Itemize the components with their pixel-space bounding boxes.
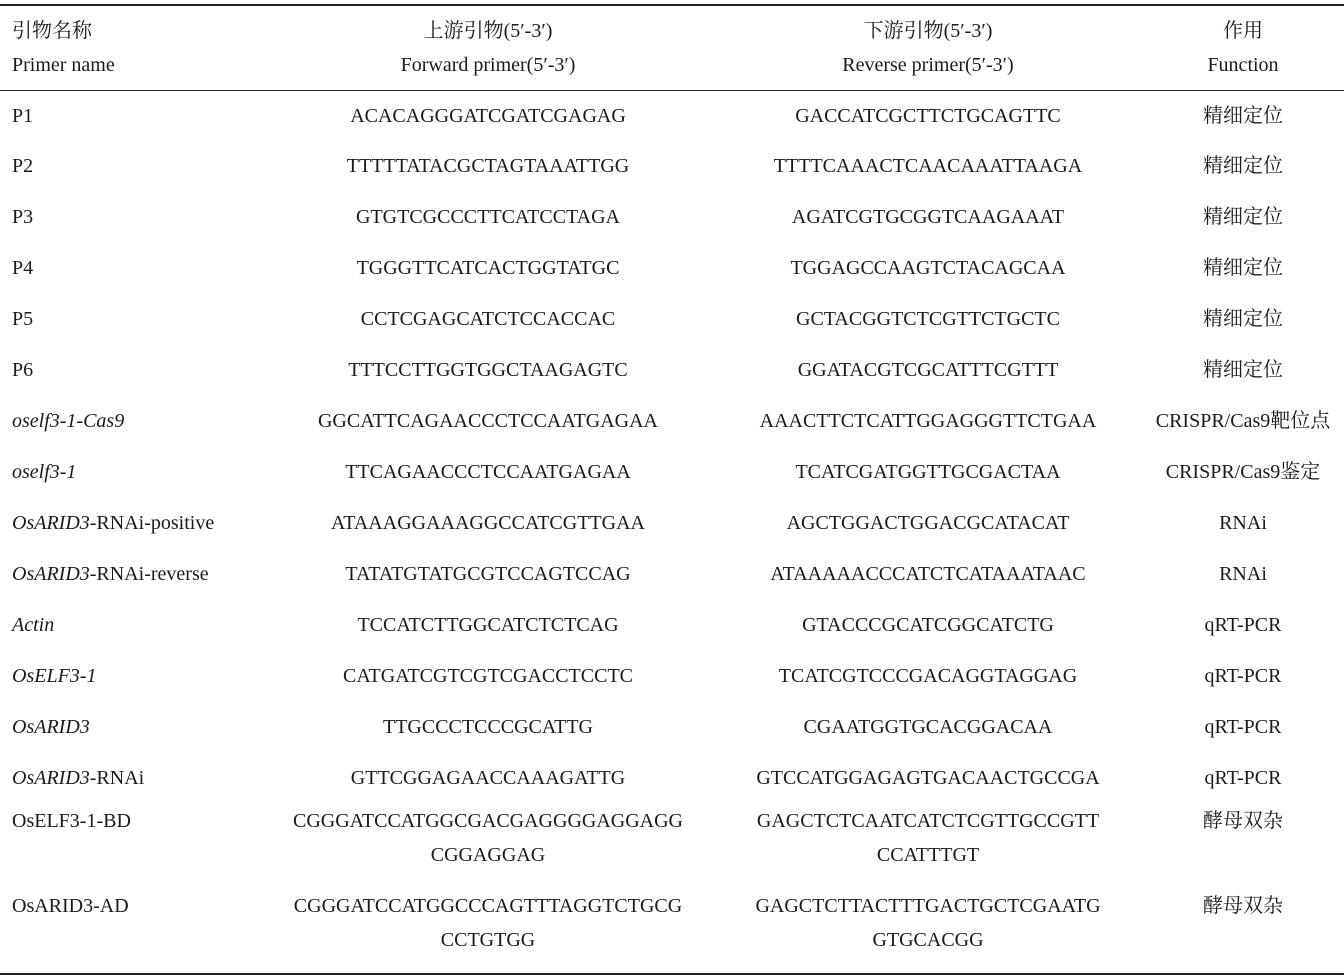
table-row [0, 447, 1344, 498]
forward-primer-seq-line1: TTCAGAACCCTCCAATGAGAA [345, 461, 631, 483]
reverse-primer-cell [714, 753, 1142, 804]
reverse-primer-cell [714, 447, 1142, 498]
forward-primer-cell [262, 702, 714, 753]
forward-primer-cell [262, 753, 714, 804]
reverse-primer-seq-line1: TTTTCAAACTCAACAAATTAAGA [773, 155, 1083, 177]
forward-primer-seq-line1: TCCATCTTGGCATCTCTCAG [357, 614, 619, 636]
reverse-primer-cell [714, 889, 1142, 974]
table-body [0, 90, 1344, 974]
primer-name-italic: OsARID3 [12, 563, 90, 585]
header-primer-name [0, 5, 262, 90]
primer-name-cell [0, 141, 262, 192]
primer-name-cell [0, 549, 262, 600]
primer-name-text: P5 [12, 308, 34, 330]
reverse-primer-cell [714, 651, 1142, 702]
forward-primer-seq-line1: CATGATCGTCGTCGACCTCCTC [342, 665, 634, 687]
reverse-primer-cell [714, 243, 1142, 294]
function-cell: CRISPR/Cas9鉴定 [1165, 461, 1321, 483]
table-header [0, 5, 1344, 90]
reverse-primer-cell [714, 141, 1142, 192]
forward-primer-cell [262, 90, 714, 141]
primer-name-cell [0, 804, 262, 889]
forward-primer-cell [262, 447, 714, 498]
primer-name-cell [0, 600, 262, 651]
function-cell: qRT-PCR [1204, 614, 1282, 636]
reverse-primer-seq-line1: GAGCTCTCAATCATCTCGTTGCCGTT [756, 810, 1100, 832]
table-row [0, 345, 1344, 396]
primer-name-cell [0, 294, 262, 345]
primer-name-cell [0, 345, 262, 396]
primer-name-cell [0, 90, 262, 141]
header-reverse-primer [714, 5, 1142, 90]
table-row [0, 294, 1344, 345]
reverse-primer-cell [714, 294, 1142, 345]
reverse-primer-seq-line1: AAACTTCTCATTGGAGGGTTCTGAA [759, 410, 1097, 432]
reverse-primer-cell [714, 345, 1142, 396]
header-reverse-primer-en: Reverse primer(5′-3′) [842, 53, 1014, 76]
primer-name-text: P1 [12, 104, 34, 127]
forward-primer-seq-line1: CCTCGAGCATCTCCACCAC [360, 308, 616, 330]
primer-name-cell [0, 396, 262, 447]
forward-primer-cell [262, 804, 714, 889]
reverse-primer-seq-line1: GTACCCGCATCGGCATCTG [802, 614, 1054, 636]
primer-name-text: P4 [12, 257, 34, 279]
primer-name-cell [0, 702, 262, 753]
primer-name-cell [0, 192, 262, 243]
forward-primer-cell [262, 600, 714, 651]
header-forward-primer [262, 5, 714, 90]
forward-primer-seq-line1: TTTCCTTGGTGGCTAAGAGTC [348, 359, 628, 381]
primer-name-cell [0, 447, 262, 498]
table-row [0, 804, 1344, 889]
forward-primer-seq-line1: CGGGATCCATGGCCCAGTTTAGGTCTGCG [293, 895, 683, 917]
header-primer-name-zh: 引物名称 [12, 19, 92, 42]
table-row [0, 702, 1344, 753]
forward-primer-seq-line1: ACACAGGGATCGATCGAGAG [350, 104, 626, 127]
forward-primer-cell [262, 141, 714, 192]
header-function-zh: 作用 [1223, 19, 1263, 42]
reverse-primer-seq-line2: GTGCACGG [872, 929, 984, 951]
reverse-primer-cell [714, 396, 1142, 447]
reverse-primer-cell [714, 498, 1142, 549]
primer-name-text: P3 [12, 206, 34, 228]
reverse-primer-seq-line1: TCATCGTCCCGACAGGTAGGAG [778, 665, 1078, 687]
primer-name-cell [0, 243, 262, 294]
forward-primer-seq-line1: GGCATTCAGAACCCTCCAATGAGAA [317, 410, 659, 432]
function-cell: 精细定位 [1203, 206, 1283, 228]
function-cell: 精细定位 [1203, 308, 1283, 330]
table-row [0, 243, 1344, 294]
forward-primer-seq-line1: CGGGATCCATGGCGACGAGGGGAGGAGG [292, 810, 683, 832]
reverse-primer-seq-line1: AGCTGGACTGGACGCATACAT [786, 512, 1070, 534]
primer-name-cell [0, 651, 262, 702]
primer-name-text: -RNAi-positive [89, 512, 215, 534]
table-row [0, 192, 1344, 243]
header-function [1142, 5, 1344, 90]
reverse-primer-seq-line1: AGATCGTGCGGTCAAGAAAT [791, 206, 1065, 228]
reverse-primer-cell [714, 90, 1142, 141]
primer-name-text: P6 [12, 359, 34, 381]
function-cell: 酵母双杂 [1203, 810, 1283, 832]
table-row [0, 889, 1344, 974]
reverse-primer-seq-line1: TCATCGATGGTTGCGACTAA [795, 461, 1061, 483]
forward-primer-seq-line2: CCTGTGG [440, 929, 536, 951]
primer-name-text: OsELF3-1-BD [12, 810, 131, 832]
header-function-en: Function [1207, 53, 1279, 76]
reverse-primer-seq-line1: GGATACGTCGCATTTCGTTT [797, 359, 1059, 381]
reverse-primer-cell [714, 600, 1142, 651]
primer-name-text: OsARID3-AD [12, 895, 129, 917]
function-cell: qRT-PCR [1204, 716, 1282, 738]
reverse-primer-cell [714, 192, 1142, 243]
forward-primer-cell [262, 345, 714, 396]
table-row [0, 753, 1344, 804]
primer-name-text: -RNAi-reverse [89, 563, 209, 585]
reverse-primer-seq-line1: GTCCATGGAGAGTGACAACTGCCGA [756, 767, 1100, 789]
forward-primer-seq-line1: GTTCGGAGAACCAAAGATTG [350, 767, 626, 789]
primer-name-italic: OsARID3 [12, 716, 90, 738]
forward-primer-seq-line1: TTTTTATACGCTAGTAAATTGG [346, 155, 630, 177]
function-cell: 精细定位 [1203, 359, 1283, 381]
function-cell: 酵母双杂 [1203, 895, 1283, 917]
header-row [0, 5, 1344, 90]
forward-primer-cell [262, 192, 714, 243]
reverse-primer-seq-line1: GACCATCGCTTCTGCAGTTC [795, 104, 1061, 127]
header-forward-primer-en: Forward primer(5′-3′) [400, 53, 576, 76]
forward-primer-cell [262, 549, 714, 600]
function-cell: 精细定位 [1203, 104, 1283, 127]
reverse-primer-seq-line1: ATAAAAACCCATCTCATAAATAAC [770, 563, 1086, 585]
reverse-primer-cell [714, 549, 1142, 600]
reverse-primer-seq-line1: GCTACGGTCTCGTTCTGCTC [796, 308, 1060, 330]
primer-name-cell [0, 753, 262, 804]
forward-primer-seq-line1: GTGTCGCCCTTCATCCTAGA [356, 206, 620, 228]
function-cell: RNAi [1219, 563, 1267, 585]
forward-primer-seq-line1: ATAAAGGAAAGGCCATCGTTGAA [331, 512, 645, 534]
primer-name-cell [0, 889, 262, 974]
forward-primer-cell [262, 294, 714, 345]
header-forward-primer-zh: 上游引物(5′-3′) [423, 19, 553, 42]
primer-name-italic: oself3-1 [12, 461, 77, 483]
function-cell: CRISPR/Cas9靶位点 [1155, 410, 1331, 432]
table-row [0, 396, 1344, 447]
primer-name-text: -RNAi [89, 767, 145, 789]
forward-primer-cell [262, 243, 714, 294]
function-cell: 精细定位 [1203, 155, 1283, 177]
primer-name-cell [0, 498, 262, 549]
forward-primer-seq-line2: CGGAGGAG [430, 844, 546, 866]
table-row [0, 549, 1344, 600]
function-cell: RNAi [1219, 512, 1267, 534]
primer-name-italic: OsARID3 [12, 767, 90, 789]
primer-table [0, 4, 1344, 975]
reverse-primer-seq-line2: CCATTTGT [876, 844, 980, 866]
forward-primer-seq-line1: TTGCCCTCCCGCATTG [382, 716, 594, 738]
function-cell: qRT-PCR [1204, 665, 1282, 687]
forward-primer-cell [262, 498, 714, 549]
forward-primer-cell [262, 889, 714, 974]
forward-primer-seq-line1: TGGGTTCATCACTGGTATGC [356, 257, 620, 279]
reverse-primer-cell [714, 702, 1142, 753]
reverse-primer-cell [714, 804, 1142, 889]
table-row [0, 498, 1344, 549]
primer-name-italic: OsARID3 [12, 512, 90, 534]
header-primer-name-en: Primer name [12, 53, 115, 76]
table-row [0, 600, 1344, 651]
function-cell: 精细定位 [1203, 257, 1283, 279]
forward-primer-cell [262, 651, 714, 702]
forward-primer-cell [262, 396, 714, 447]
primer-name-italic: OsELF3-1 [12, 665, 97, 687]
reverse-primer-seq-line1: CGAATGGTGCACGGACAA [803, 716, 1053, 738]
table-row [0, 141, 1344, 192]
primer-name-italic: Actin [12, 614, 55, 636]
header-reverse-primer-zh: 下游引物(5′-3′) [863, 19, 993, 42]
reverse-primer-seq-line1: TGGAGCCAAGTCTACAGCAA [790, 257, 1066, 279]
reverse-primer-seq-line1: GAGCTCTTACTTTGACTGCTCGAATG [755, 895, 1101, 917]
table-row [0, 90, 1344, 141]
primer-name-italic: oself3-1-Cas9 [12, 410, 125, 432]
primer-name-text: P2 [12, 155, 34, 177]
forward-primer-seq-line1: TATATGTATGCGTCCAGTCCAG [345, 563, 631, 585]
function-cell: qRT-PCR [1204, 767, 1282, 789]
table-row [0, 651, 1344, 702]
